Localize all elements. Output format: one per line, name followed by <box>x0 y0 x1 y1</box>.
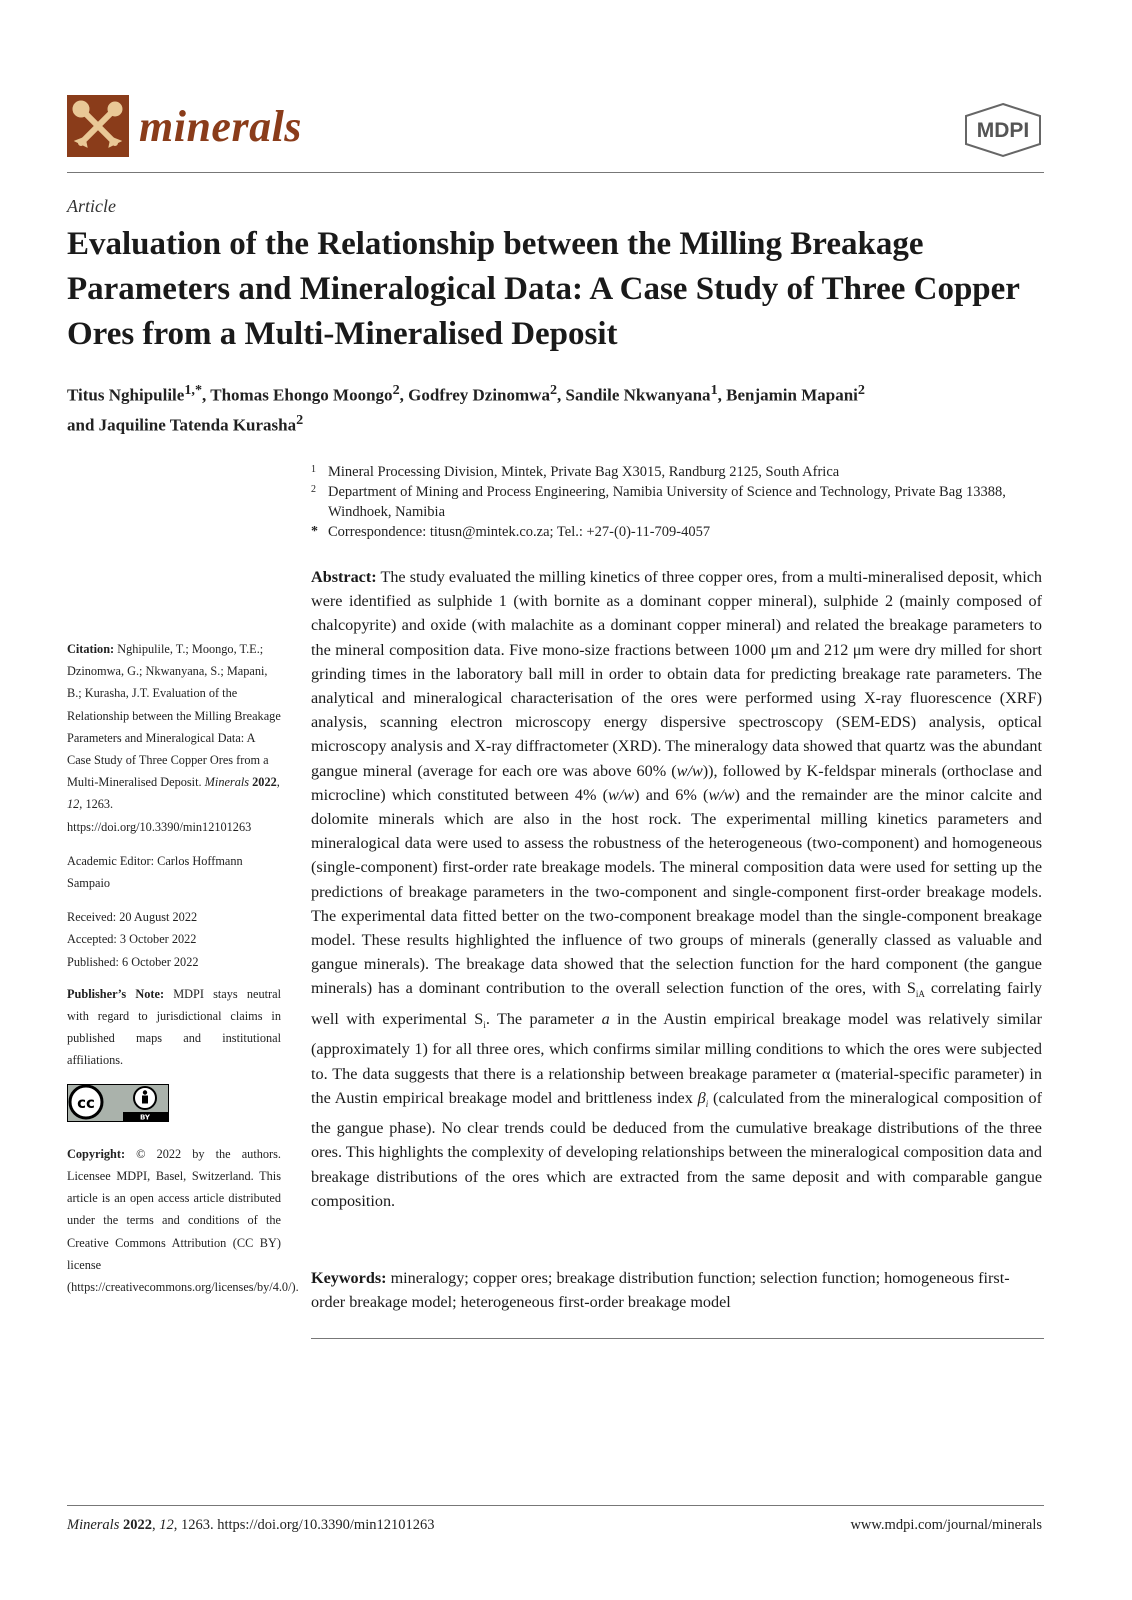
keywords <box>311 1266 1042 1314</box>
abstract-text: ) and 6% ( <box>634 785 709 804</box>
mdpi-logo[interactable] <box>962 101 1044 164</box>
author[interactable]: Titus Nghipulile <box>67 385 185 405</box>
author[interactable]: Jaquiline Tatenda Kurasha <box>98 415 297 435</box>
publisher-note-text: MDPI stays neutral with regard to jurisdictional claims in published maps and institutional affiliations. <box>67 986 281 1068</box>
author[interactable]: Thomas Ehongo Moongo <box>210 385 393 405</box>
cc-license-badge[interactable] <box>67 1084 281 1129</box>
author-list: Titus Nghipulile$^{1,*}$, Thomas Ehongo Moongo$^2$, Godfrey Dzinomwa$^2$, Sandile Nkwanyana$^1$, Benjamin Mapani$^2$ and Jaquiline Tatenda Kurasha$^2$ <box>67 382 865 435</box>
article-title: Evaluation of the Relationship between the Milling Breakage Parameters and Mineralogical Data: A Case Study of Three Copper Ores from a Multi-Mineralised Deposit <box>67 226 1020 352</box>
affiliation-text: Mineral Processing Division, Mintek, Private Bag X3015, Randburg 2125, South Africa <box>328 464 840 480</box>
abstract-symbol: β <box>697 1088 706 1107</box>
abstract-text: (calculated from the mineralogical composition of the gangue phase). No clear trends could be deduced from the cumulative breakage distributions of the three ores. This highlights the complexity of developing relationships between the mineralogical composition data and breakage distributions of the ores which are extracted from the same deposit and with comparable gangue composition. <box>311 1088 1043 1210</box>
affiliation-item <box>311 522 1041 542</box>
accepted-date: Accepted: 3 October 2022 <box>67 932 197 947</box>
header-divider <box>67 172 1044 173</box>
cc-icon-text: cc <box>77 1093 95 1112</box>
author-affiliation-marker: 2 <box>392 382 400 398</box>
abstract-subscript: i <box>705 1098 709 1109</box>
footer-journal-url[interactable]: www.mdpi.com/journal/minerals <box>850 1517 1042 1533</box>
affiliation-number: 1 <box>311 464 316 475</box>
correspondence-text[interactable]: Correspondence: titusn@mintek.co.za; Tel.: +27-(0)-11-709-4057 <box>328 524 711 540</box>
journal-name: minerals <box>139 101 302 151</box>
footer-journal: Minerals <box>67 1517 120 1533</box>
journal-header <box>67 95 1044 173</box>
publisher-note-label: Publisher’s Note: <box>67 986 165 1001</box>
footer-volume: 12 <box>159 1517 174 1533</box>
minerals-logo-icon <box>67 95 129 157</box>
citation-text: Nghipulile, T.; Moongo, T.E.; Dzinomwa, G.; Nkwanyana, S.; Mapani, B.; Kurasha, J.T. Evaluation of the Relationship between the Milling Breakage Parameters and Mineralogical Data: A Case Study of Three Copper Ores from a Multi-Mineralised Deposit. <box>67 642 281 790</box>
abstract-label: Abstract: <box>311 568 377 586</box>
abstract-text: The study evaluated the milling kinetics of three copper ores, from a multi-mineralised deposit, which were identified as sulphide 1 (with bornite as a dominant copper mineral), sulphide 2 (mainly composed of chalcopyrite) and oxide (with malachite as a dominant copper mineral) and related the breakage parameters to the mineral composition data. Five mono-size fractions between 1000 μm and 212 μm were dry milled for short grinding times in the laboratory ball mill in order to obtain data for predicting breakage rate parameters. The analytical and mineralogical characterisation of the ores were performed using X-ray fluorescence (XRF) analysis, scanning electron microscopy energy dispersive spectroscopy (SEM-EDS) analysis, optical microscopy analysis and X-ray diffractometer (XRD). The mineralogy data showed that quartz was the abundant gangue mineral (average for each ore was above 60% ( <box>311 568 1042 780</box>
mdpi-logo-text: MDPI <box>976 119 1030 142</box>
abstract-symbol: a <box>601 1009 610 1028</box>
affiliation-text: Department of Mining and Process Engineering, Namibia University of Science and Technology, Private Bag 13388, Windhoek, Namibia <box>328 484 1006 520</box>
keywords-text: mineralogy; copper ores; breakage distribution function; selection function; homogeneous first-order breakage model; heterogeneous first-order breakage model <box>311 1269 1010 1311</box>
citation-doi-link[interactable]: https://doi.org/10.3390/min12101263 <box>67 819 252 834</box>
journal-logo[interactable] <box>67 95 302 157</box>
abstract-text: correlating fairly well with experimental S <box>311 979 1042 1028</box>
citation-volume: 12 <box>67 797 80 812</box>
abstract-text: in the Austin empirical breakage model was relatively similar (approximately 1) for all three ores, which confirms similar milling conditions to which the ores were subjected to. The data suggests that there is a relationship between breakage parameter α (material-specific parameter) in the Austin empirical breakage model and brittleness index <box>311 1009 1042 1107</box>
affiliations <box>311 462 1041 542</box>
publisher-note <box>67 983 281 1072</box>
cc-by-icon <box>67 1084 169 1122</box>
abstract-text: ) and the remainder are the minor calcite and dolomite minerals which are also in the host rock. The experimental milling kinetics parameters and mineralogical data were used to assess the robustness of the heterogeneous (two-component) and homogeneous (single-component) first-order rate breakage models. The mineral composition data were used for setting up the predictions of breakage parameters in the two-component and single-component first-order breakage models. The experimental data fitted better on the two-component breakage model than the single-component breakage model. These results highlighted the influence of two groups of minerals (generally classed as valuable and gangue minerals). The breakage data showed that the selection function for the hard component (the gangue minerals) has a dominant contribution to the overall selection function of the ores, with S <box>311 785 1042 998</box>
footer-citation: Minerals 2022, 12, 1263. https://doi.org/10.3390/min12101263 <box>67 1517 435 1533</box>
abstract-text: )), followed by K-feldspar minerals (orthoclase and microcline) which constituted between 4% ( <box>311 761 1042 804</box>
abstract-text: . The parameter <box>485 1009 602 1028</box>
author-affiliation-marker: 1,* <box>184 382 203 398</box>
mdpi-hexagon-icon <box>962 101 1044 159</box>
author[interactable]: Godfrey Dzinomwa <box>408 385 550 405</box>
citation-label: Citation: <box>67 642 115 656</box>
affiliation-number: 2 <box>311 484 316 495</box>
copyright-text: © 2022 by the authors. Licensee MDPI, Basel, Switzerland. This article is an open access article distributed under the terms and conditions of the Creative Commons Attribution (CC BY) license (https://creativecommons.org/licenses/by/4.0/). <box>67 1146 299 1295</box>
keywords-label: Keywords: <box>311 1269 387 1287</box>
dates <box>67 906 281 973</box>
citation-pages: , 1263. <box>79 797 114 812</box>
abstract-unit: w/w <box>708 785 735 804</box>
keywords-divider <box>311 1338 1044 1339</box>
abstract <box>311 565 1042 1213</box>
abstract-unit: w/w <box>608 785 635 804</box>
abstract-subscript: i <box>483 1020 486 1031</box>
published-date: Published: 6 October 2022 <box>67 954 199 969</box>
copyright-label: Copyright: <box>67 1146 126 1161</box>
abstract-subscript: iA <box>915 989 925 1000</box>
footer-year: 2022 <box>122 1517 152 1533</box>
affiliation-item <box>311 462 1041 482</box>
author-affiliation-marker: 2 <box>857 382 865 398</box>
author-affiliation-marker: 1 <box>710 382 718 398</box>
author-affiliation-marker: 2 <box>549 382 558 398</box>
author[interactable]: Sandile Nkwanyana <box>565 385 711 405</box>
abstract-unit: w/w <box>676 761 703 780</box>
affiliation-item <box>311 482 1041 522</box>
received-date: Received: 20 August 2022 <box>67 910 198 925</box>
footer-doi[interactable]: , 1263. https://doi.org/10.3390/min12101263 <box>173 1517 435 1533</box>
footer-divider <box>67 1505 1044 1506</box>
by-icon-text: BY <box>139 1113 151 1122</box>
author[interactable]: Benjamin Mapani <box>726 385 858 405</box>
affiliation-number: * <box>311 524 318 539</box>
citation-year: 2022 <box>252 775 277 790</box>
article-type: Article <box>67 196 116 216</box>
copyright <box>67 1143 299 1298</box>
author-affiliation-marker: 2 <box>296 411 304 428</box>
citation: Citation: Nghipulile, T.; Moongo, T.E.; Dzinomwa, G.; Nkwanyana, S.; Mapani, B.; Kurasha, J.T. Evaluation of the Relationship between the Milling Breakage Parameters and Mineralogical Data: A Case Study of Three Copper Ores from a Multi-Mineralised Deposit. Minerals 2022, 12, 1263. https://doi.org/10.3390/min12101263 <box>67 642 281 834</box>
academic-editor: Academic Editor: Carlos Hoffmann Sampaio <box>67 853 243 891</box>
sidebar <box>67 638 299 1310</box>
citation-journal: Minerals <box>204 775 250 790</box>
